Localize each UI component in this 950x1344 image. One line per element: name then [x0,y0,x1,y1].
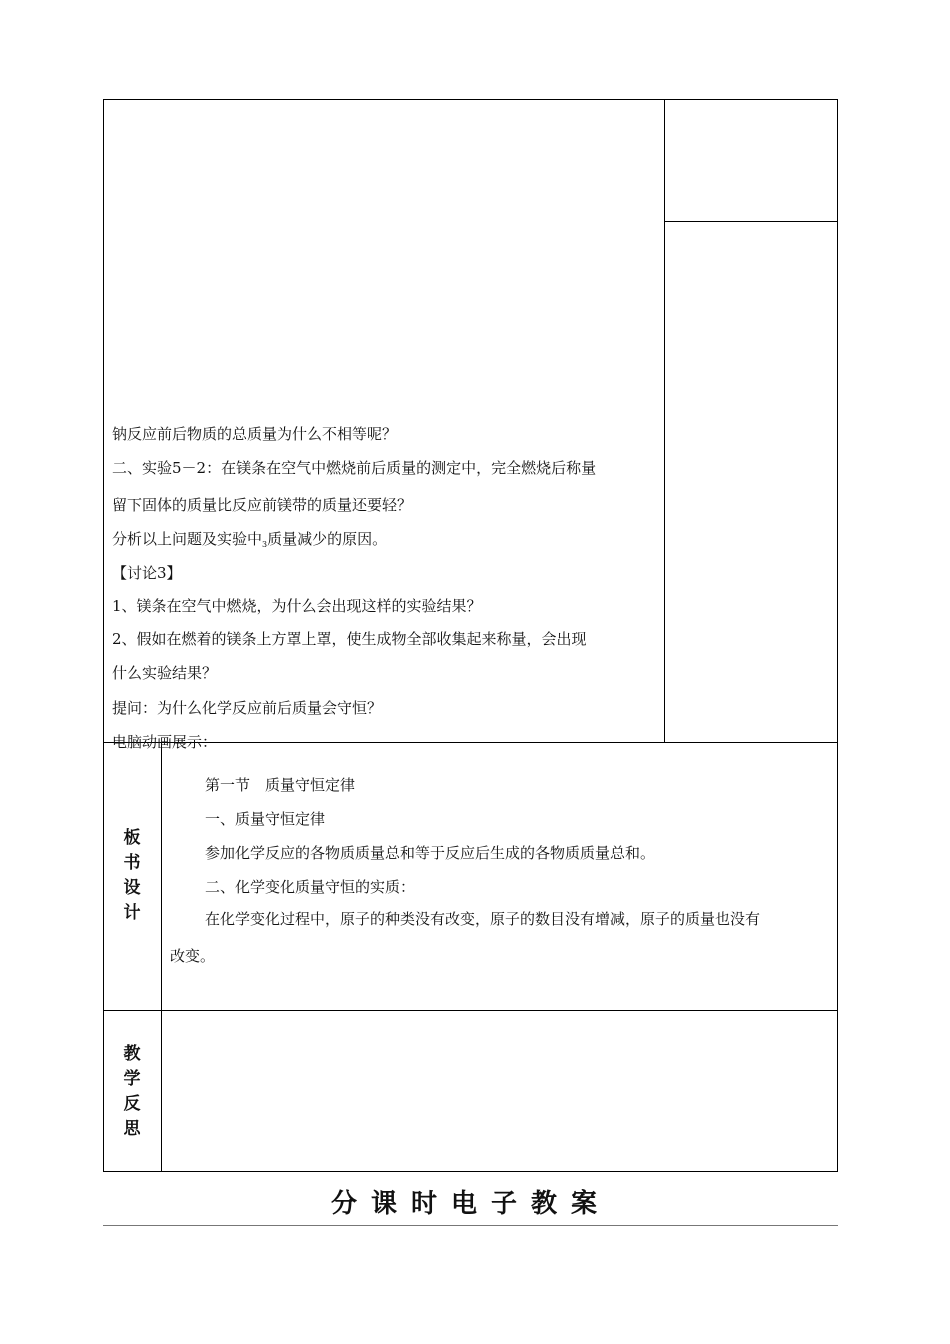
board-title: 第一节 质量守恒定律 [205,776,356,794]
board-design-label-char: 书 [123,853,141,873]
side-column-divider [664,99,665,743]
row-divider-reflection [103,1010,838,1011]
lesson-line-4-sub: 3 [262,540,268,549]
side-cell-divider [664,221,838,222]
lesson-line-2: 二、实验5－2：在镁条在空气中燃烧前后质量的测定中，完全燃烧后称量 [112,459,597,477]
board-paragraph-1: 参加化学反应的各物质质量总和等于反应后生成的各物质质量总和。 [205,844,656,862]
footer-title: 分课时电子教案 [330,1189,611,1219]
table-border-top [103,99,838,100]
board-heading-2: 二、化学变化质量守恒的实质： [205,878,416,896]
reflection-label [103,1042,161,1142]
lesson-line-4-post: 质量减少的原因。 [267,530,388,548]
board-paragraph-2a: 在化学变化过程中，原子的种类没有改变，原子的数目没有增减，原子的质量也没有 [205,910,761,928]
lesson-line-10: 电脑动画展示： [112,733,218,751]
lesson-line-6: 1、镁条在空气中燃烧，为什么会出现这样的实验结果？ [112,597,482,615]
lesson-line-4-pre: 分析以上问题及实验中 [112,530,263,548]
table-border-left [103,99,104,1172]
table-border-bottom [103,1171,838,1172]
reflection-label-char: 学 [123,1069,141,1089]
lesson-line-3: 留下固体的质量比反应前镁带的质量还要轻？ [112,496,413,514]
footer-rule [103,1225,838,1226]
lesson-line-4 [112,529,387,555]
reflection-label-char: 思 [123,1119,141,1139]
lesson-line-1: 钠反应前后物质的总质量为什么不相等呢？ [112,425,398,443]
lesson-line-8: 什么实验结果？ [112,664,218,682]
label-column-divider [161,742,162,1172]
table-border-right [837,99,838,1172]
board-heading-1: 一、质量守恒定律 [205,810,326,828]
lesson-line-7: 2、假如在燃着的镁条上方罩上罩，使生成物全部收集起来称量，会出现 [112,630,587,648]
board-design-label-char: 设 [123,878,141,898]
discussion-heading: 【讨论3】 [112,564,182,582]
board-design-label-char: 计 [123,903,141,923]
reflection-label-char: 反 [123,1094,141,1114]
board-design-label [103,826,161,926]
reflection-label-char: 教 [123,1044,141,1064]
board-design-label-char: 板 [123,828,141,848]
lesson-line-9: 提问：为什么化学反应前后质量会守恒？ [112,699,383,717]
board-paragraph-2b: 改变。 [170,947,216,965]
